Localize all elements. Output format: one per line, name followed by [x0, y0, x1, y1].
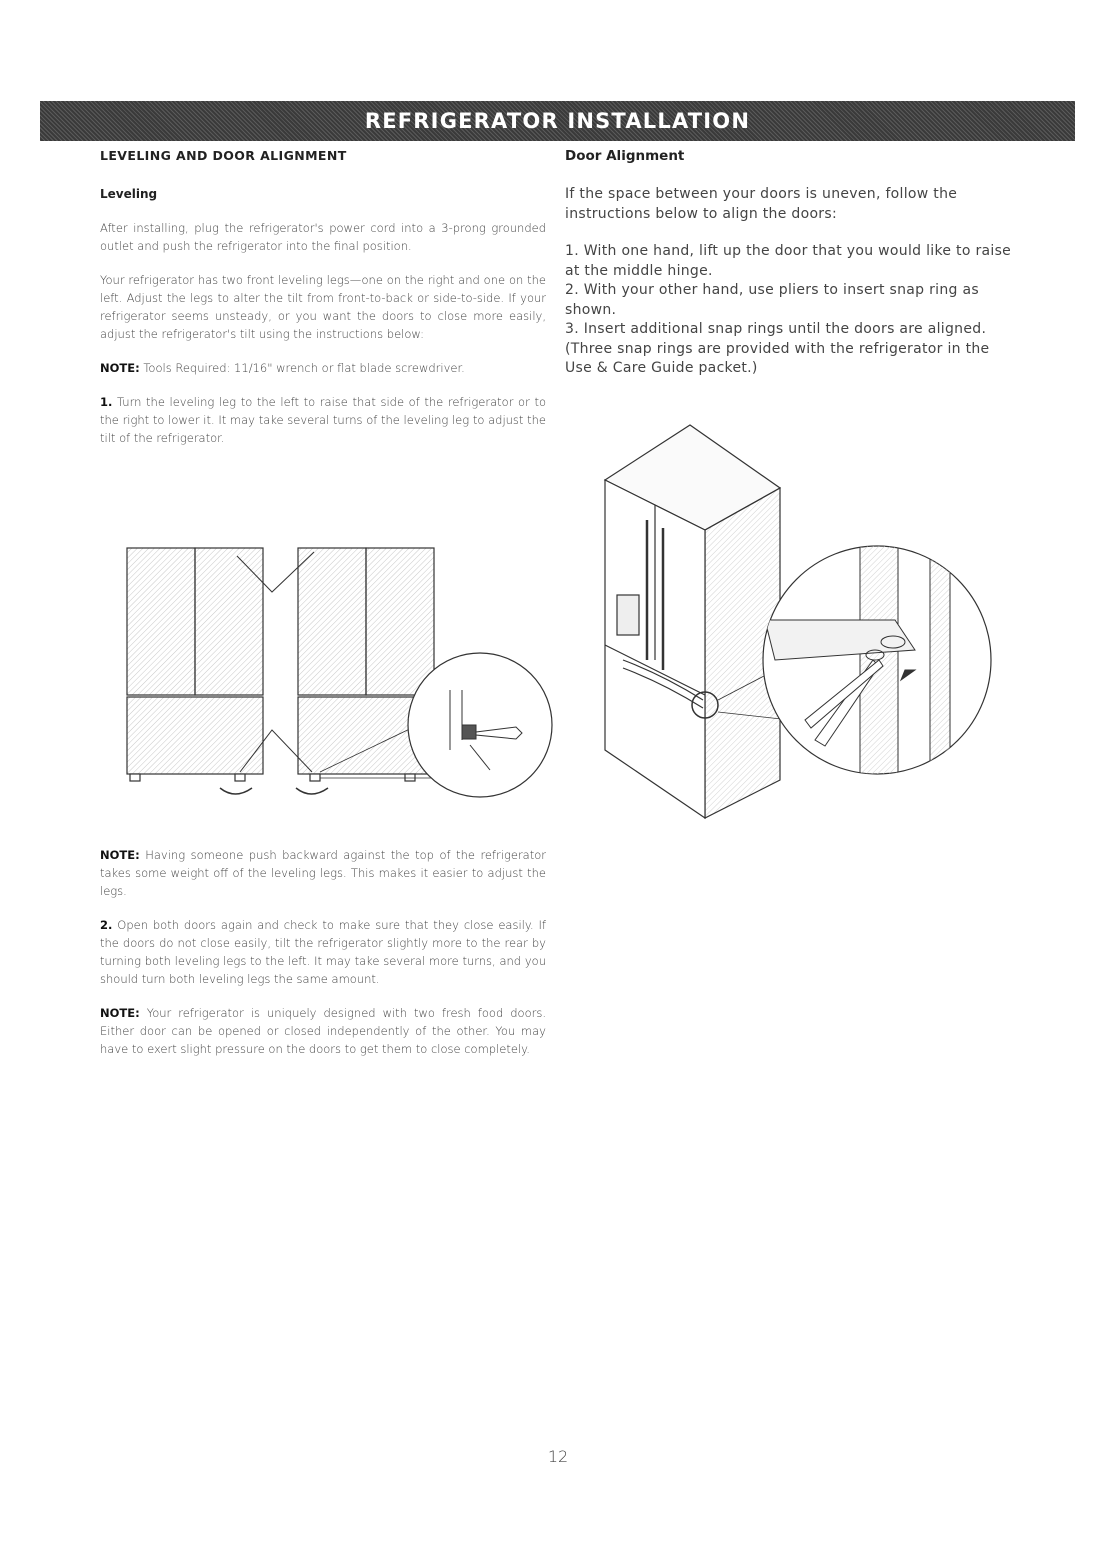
step-1	[100, 393, 546, 447]
leveling-column	[100, 148, 546, 447]
door-alignment-intro: If the space between your doors is uneven, follow the instructions below to align the doors:	[565, 186, 958, 222]
leveling-para-2: Your refrigerator has two front leveling legs—one on the right and one on the left. Adjust the legs to alter the tilt from front-to-back or side-to-side. If your refrigerator seems unsteady, or you want the doors to close more easily, adjust the refrigerator's tilt using the instructions below:	[100, 273, 546, 341]
fridge-left	[127, 548, 263, 781]
door-alignment-column	[565, 148, 1020, 379]
step-2	[100, 916, 546, 988]
note-label: NOTE:	[100, 1006, 140, 1020]
note-doors	[100, 1004, 546, 1058]
note-label: NOTE:	[100, 361, 140, 375]
fridge-3d	[605, 425, 780, 818]
step-text: Turn the leveling leg to the left to raise that side of the refrigerator or to the right to lower it. It may take several turns of the leveling leg to adjust the tilt of the refrigerator.	[100, 395, 546, 445]
note-text: Your refrigerator is uniquely designed with two fresh food doors. Either door can be opened or closed independently of the other. You may have to exert slight pressure on the doors to get them to close completely.	[100, 1006, 546, 1056]
rotate-arrows-icon	[220, 788, 328, 794]
door-step-3: 3. Insert additional snap rings until the doors are aligned. (Three snap rings are provided with the refrigerator in the Use & Care Guide packet.)	[565, 321, 990, 376]
door-alignment-illustration	[575, 420, 995, 820]
door-step-1: 1. With one hand, lift up the door that you would like to raise at the middle hinge.	[565, 243, 1012, 279]
step-number: 2.	[100, 918, 113, 932]
leg-detail-circle	[408, 653, 552, 797]
leveling-legs-illustration	[100, 540, 560, 810]
note-push	[100, 846, 546, 900]
page-number: 12	[547, 1447, 569, 1466]
page-header-banner	[40, 101, 1075, 141]
page-title: REFRIGERATOR INSTALLATION	[364, 109, 751, 133]
door-step-2: 2. With your other hand, use pliers to insert snap ring as shown.	[565, 282, 979, 318]
note-label: NOTE:	[100, 848, 140, 862]
note-text: Tools Required: 11/16" wrench or flat blade screwdriver.	[139, 361, 465, 375]
step-text: Open both doors again and check to make sure that they close easily. If the doors do not close easily, tilt the refrigerator slightly more to the rear by turning both leveling legs to the left. It may take several more turns, and you should turn both leveling legs the same amount.	[100, 918, 546, 986]
door-alignment-title: Door Alignment	[565, 148, 685, 164]
leveling-para-1: After installing, plug the refrigerator's power cord into a 3-prong grounded outlet and push the refrigerator into the final position.	[100, 221, 546, 253]
note-tools	[100, 359, 546, 377]
leveling-subtitle: Leveling	[100, 187, 158, 201]
step-number: 1.	[100, 395, 113, 409]
leveling-notes	[100, 846, 546, 1058]
section-title: LEVELING AND DOOR ALIGNMENT	[100, 148, 347, 163]
note-text: Having someone push backward against the top of the refrigerator takes some weight off of the leveling legs. This makes it easier to adjust the legs.	[100, 848, 546, 898]
